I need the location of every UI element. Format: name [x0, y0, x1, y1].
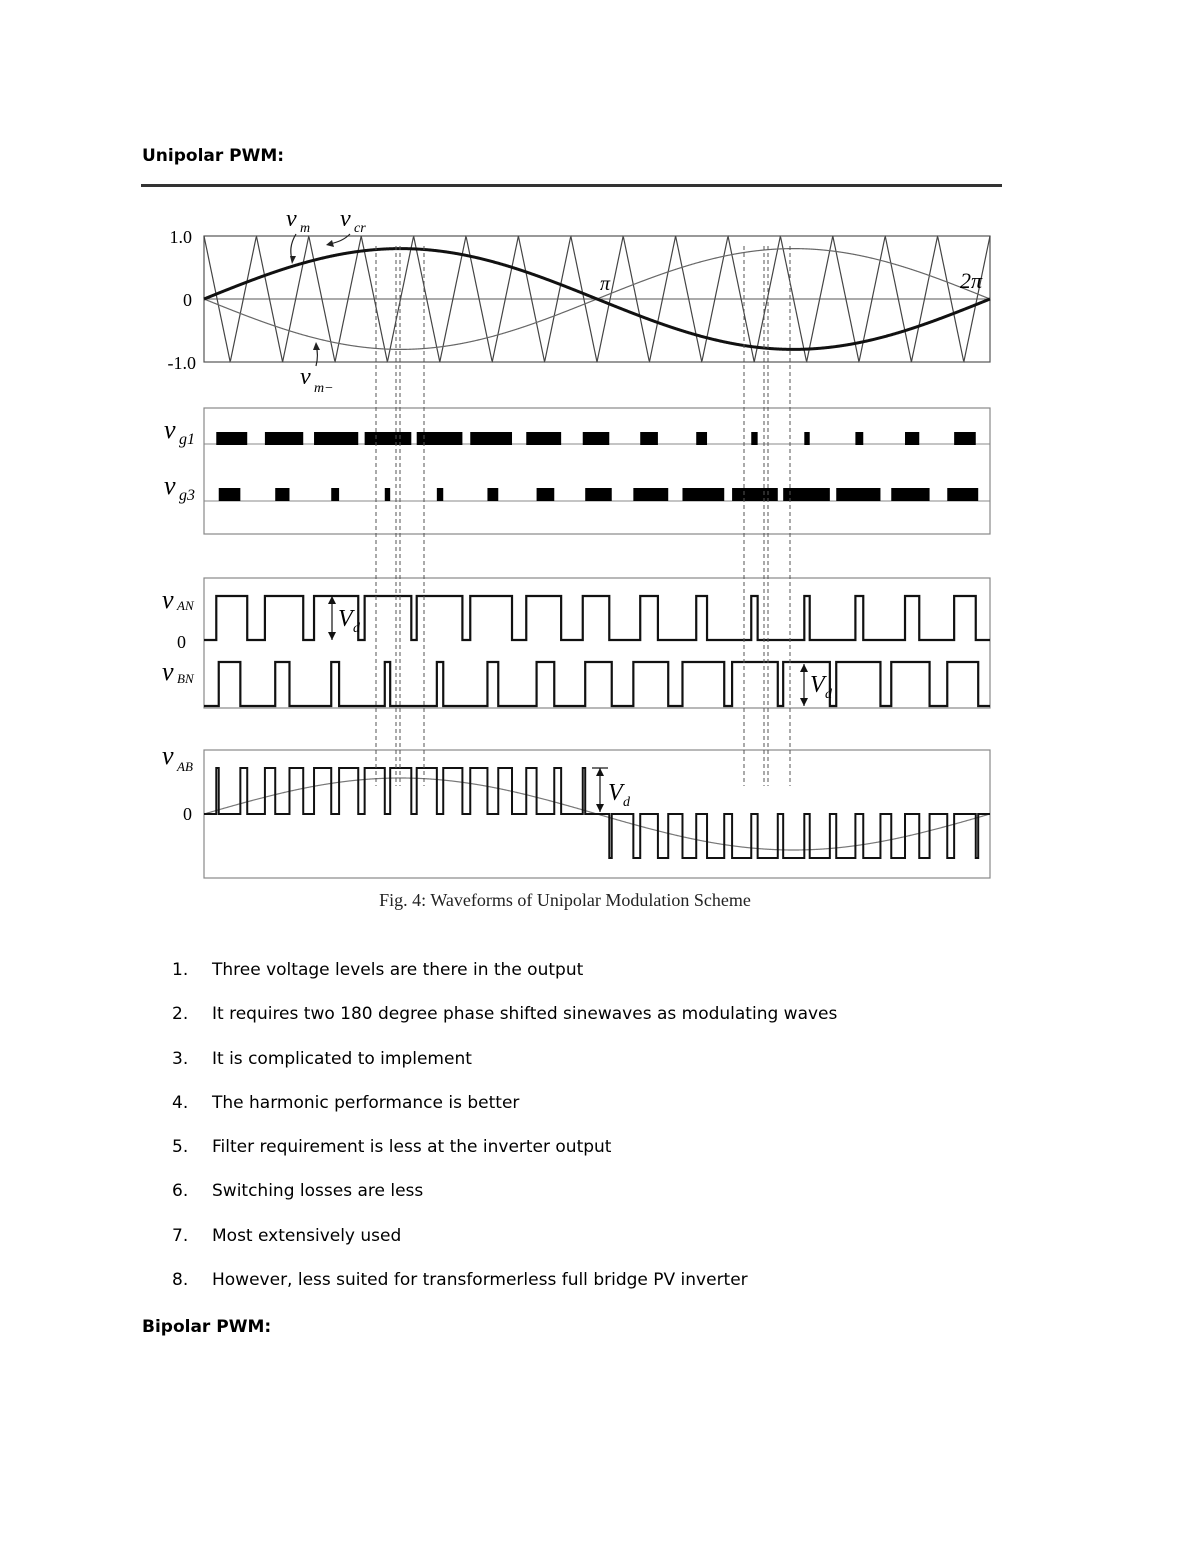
gate-pulse [583, 432, 610, 445]
gate-pulse [365, 432, 412, 445]
vm-label [286, 206, 310, 236]
gate-pulse [954, 432, 976, 445]
gate-pulse [487, 488, 498, 501]
svg-text:v: v [340, 206, 351, 232]
vab-waveform [204, 768, 990, 858]
gate-pulse [682, 488, 724, 501]
vg3-label [164, 471, 195, 504]
vcr-label [340, 206, 366, 236]
figure-caption: Fig. 4: Waveforms of Unipolar Modulation Scheme [379, 890, 751, 910]
gate-pulse [385, 488, 390, 501]
list-item: 7. Most extensively used [172, 1225, 402, 1246]
van-label [162, 585, 195, 614]
svg-text:v: v [286, 206, 297, 232]
svg-text:v: v [162, 657, 174, 686]
tick-0: 0 [183, 290, 192, 310]
gate-pulse [219, 488, 241, 501]
vab-vd-marker [592, 768, 631, 812]
svg-text:v: v [300, 364, 311, 390]
list-item: 5. Filter requirement is less at the inverter output [172, 1137, 612, 1158]
gate-pulse [855, 432, 863, 445]
gate-pulse [732, 488, 778, 501]
pi-label: π [600, 273, 611, 295]
gate-pulse [905, 432, 919, 445]
horizontal-rule [141, 184, 1002, 187]
list-item: 6. Switching losses are less [172, 1181, 424, 1202]
svg-text:v: v [162, 741, 174, 770]
gate-pulse [804, 432, 809, 445]
gate-signal-panel [164, 408, 990, 534]
vab-zero-label: 0 [183, 804, 192, 824]
list-item: 1. Three voltage levels are there in the output [172, 960, 584, 980]
svg-text:v: v [164, 415, 176, 444]
svg-text:m−: m− [314, 381, 334, 396]
svg-text:d: d [353, 621, 360, 636]
svg-text:BN: BN [177, 671, 194, 686]
vg1-pulse-train [216, 432, 975, 445]
svg-text:g1: g1 [179, 431, 195, 448]
vm-negative-label [300, 364, 334, 396]
gate-pulse [585, 488, 612, 501]
modulation-panel [168, 206, 991, 396]
vab-label [162, 741, 193, 774]
svg-text:v: v [164, 471, 176, 500]
gate-pulse [216, 432, 247, 445]
vbn-waveform [204, 662, 990, 706]
gate-pulse [836, 488, 880, 501]
svg-text:d: d [623, 795, 630, 810]
van-vd-marker [328, 596, 361, 640]
gate-pulse [633, 488, 668, 501]
gate-pulse [696, 432, 707, 445]
gate-pulse [437, 488, 443, 501]
two-pi-label: 2π [960, 268, 983, 293]
list-item: 2. It requires two 180 degree phase shifted sinewaves as modulating waves [172, 1004, 838, 1025]
gate-pulse [751, 432, 757, 445]
section-heading-unipolar: Unipolar PWM: [142, 146, 285, 166]
vbn-label [162, 657, 195, 686]
vbn-vd-marker [800, 664, 833, 706]
gate-pulse [640, 432, 658, 445]
svg-text:AB: AB [177, 759, 193, 774]
properties-list [172, 960, 837, 1314]
list-item: 3. It is complicated to implement [172, 1048, 472, 1069]
svg-text:V: V [810, 672, 825, 698]
leg-voltage-panel [162, 578, 990, 708]
vg1-label [164, 415, 195, 448]
van-waveform [204, 596, 990, 640]
gate-pulse [470, 432, 512, 445]
gate-pulse [331, 488, 339, 501]
output-voltage-panel [162, 741, 990, 878]
svg-text:v: v [162, 585, 174, 614]
van-zero-label: 0 [177, 632, 186, 652]
svg-text:AN: AN [177, 598, 194, 613]
gate-pulse [526, 432, 561, 445]
svg-text:V: V [338, 606, 353, 632]
gate-pulse [265, 432, 303, 445]
svg-text:V: V [608, 780, 623, 806]
gate-pulse [314, 432, 358, 445]
svg-text:g3: g3 [179, 487, 195, 504]
svg-text:m: m [300, 221, 311, 236]
tick-1.0: 1.0 [169, 227, 192, 247]
gate-pulse [891, 488, 929, 501]
vg3-pulse-train [219, 488, 978, 501]
gate-pulse [537, 488, 555, 501]
gate-pulse [947, 488, 978, 501]
svg-text:cr: cr [354, 221, 366, 236]
svg-text:d: d [825, 687, 832, 702]
list-item: 4. The harmonic performance is better [172, 1092, 520, 1113]
section-heading-bipolar: Bipolar PWM: [142, 1317, 272, 1337]
gate-pulse [275, 488, 289, 501]
unipolar-waveform-figure [140, 196, 1010, 916]
list-item: 8. However, less suited for transformerless full bridge PV inverter [172, 1270, 748, 1291]
tick-neg1.0: -1.0 [167, 353, 196, 373]
